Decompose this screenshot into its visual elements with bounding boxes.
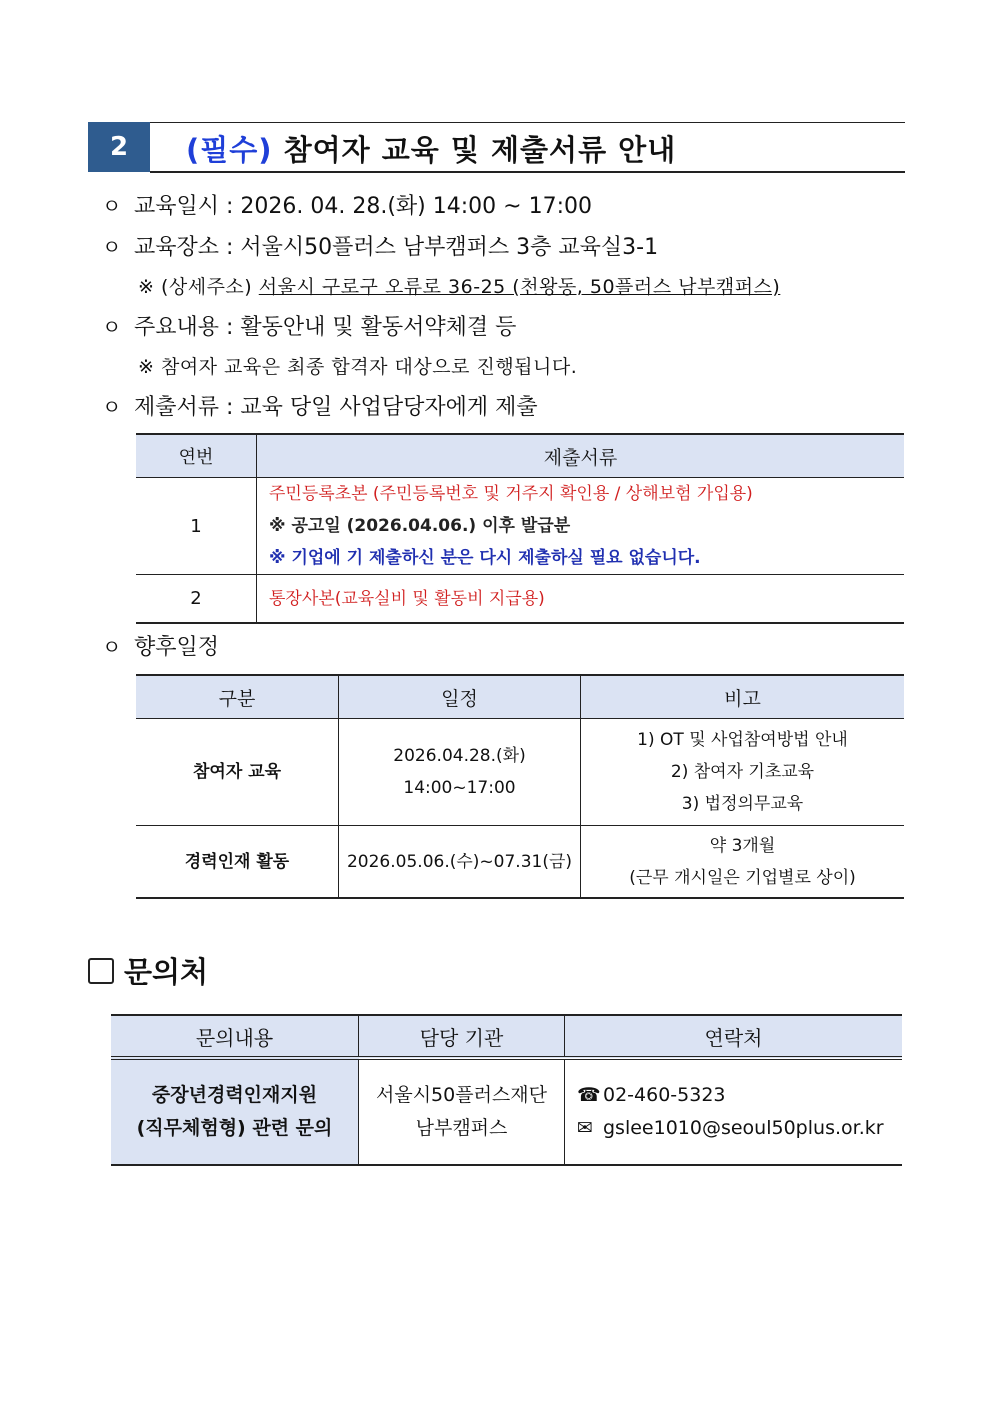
contact-email[interactable]: ✉ gslee1010@seoul50plus.or.kr bbox=[577, 1112, 902, 1145]
doc-resident-register: 주민등록초본 (주민등록번호 및 거주지 확인용 / 상해보험 가입용) bbox=[269, 484, 753, 504]
bullet-edu-datetime: ㅇ 교육일시 : 2026. 04. 28.(화) 14:00 ~ 17:00 bbox=[102, 189, 592, 220]
phone-icon: ☎ bbox=[577, 1084, 601, 1106]
table-header-row bbox=[111, 1015, 902, 1058]
row-type: 경력인재 활동 bbox=[136, 826, 339, 899]
documents-table bbox=[136, 433, 904, 624]
section-title-text: 참여자 교육 및 제출서류 안내 bbox=[283, 133, 677, 167]
doc-issue-date-note: ※ 공고일 (2026.04.06.) 이후 발급분 bbox=[269, 516, 571, 536]
bullet-documents: ㅇ 제출서류 : 교육 당일 사업담당자에게 제출 bbox=[102, 390, 538, 421]
section-number: 2 bbox=[88, 122, 150, 172]
bullet-marker: ㅇ bbox=[102, 194, 122, 218]
row-documents bbox=[257, 478, 905, 575]
row-no: 2 bbox=[136, 575, 257, 624]
col-header-note: 비고 bbox=[581, 675, 905, 719]
contact-topic: 중장년경력인재지원 (직무체험형) 관련 문의 bbox=[111, 1058, 359, 1165]
contact-phone[interactable]: ☎ 02-460-5323 bbox=[577, 1079, 902, 1112]
bullet-schedule: ㅇ 향후일정 bbox=[102, 630, 219, 661]
bullet-edu-place: ㅇ 교육장소 : 서울시50플러스 남부캠퍼스 3층 교육실3-1 bbox=[102, 230, 658, 261]
bullet-marker: ㅇ bbox=[102, 315, 122, 339]
bullet-marker: ㅇ bbox=[102, 395, 122, 419]
bullet-main-content: ㅇ 주요내용 : 활동안내 및 활동서약체결 등 bbox=[102, 310, 516, 341]
col-header-type: 구분 bbox=[136, 675, 339, 719]
address-note: ※ (상세주소) 서울시 구로구 오류로 36-25 (천왕동, 50플러스 남부캠퍼스) bbox=[138, 276, 781, 298]
row-note: 약 3개월 (근무 개시일은 기업별로 상이) bbox=[629, 835, 856, 888]
section-rule-bottom bbox=[150, 171, 905, 173]
col-header-org: 담당 기관 bbox=[359, 1015, 565, 1058]
col-header-contact: 연락처 bbox=[565, 1015, 903, 1058]
table-row bbox=[136, 478, 904, 575]
participants-note: ※ 참여자 교육은 최종 합격자 대상으로 진행됩니다. bbox=[138, 356, 578, 378]
table-header-row bbox=[136, 675, 904, 719]
table-row bbox=[136, 719, 904, 826]
row-type: 참여자 교육 bbox=[136, 719, 339, 826]
row-no: 1 bbox=[136, 478, 257, 575]
col-header-date: 일정 bbox=[339, 675, 581, 719]
section-title bbox=[186, 128, 676, 169]
bullet-marker: ㅇ bbox=[102, 235, 122, 259]
mail-icon: ✉ bbox=[577, 1117, 593, 1139]
table-row bbox=[136, 826, 904, 899]
col-header-topic: 문의내용 bbox=[111, 1015, 359, 1058]
table-row bbox=[136, 575, 904, 624]
schedule-table bbox=[136, 674, 904, 899]
contact-title: 문의처 bbox=[124, 955, 209, 989]
doc-already-submitted-note: ※ 기업에 기 제출하신 분은 다시 제출하실 필요 없습니다. bbox=[269, 548, 701, 568]
section-title-required: (필수) bbox=[186, 133, 273, 167]
section-rule-top bbox=[150, 122, 905, 123]
col-header-no: 연번 bbox=[136, 434, 257, 478]
table-row bbox=[111, 1058, 902, 1165]
table-header-row bbox=[136, 434, 904, 478]
row-documents bbox=[257, 575, 905, 624]
row-date: 2026.04.28.(화) 14:00~17:00 bbox=[339, 719, 581, 826]
col-header-documents: 제출서류 bbox=[257, 434, 905, 478]
bullet-marker: ㅇ bbox=[102, 635, 122, 659]
checkbox-square-icon bbox=[88, 958, 114, 984]
row-note: 1) OT 및 사업참여방법 안내 2) 참여자 기초교육 3) 법정의무교육 bbox=[581, 719, 905, 826]
address-link[interactable]: 서울시 구로구 오류로 36-25 (천왕동, 50플러스 남부캠퍼스) bbox=[258, 276, 781, 298]
contact-info bbox=[565, 1058, 903, 1165]
contact-table bbox=[111, 1014, 902, 1166]
row-date: 2026.05.06.(수)~07.31(금) bbox=[339, 826, 581, 899]
contact-org: 서울시50플러스재단 남부캠퍼스 bbox=[359, 1058, 565, 1165]
doc-bankbook: 통장사본(교육실비 및 활동비 지급용) bbox=[269, 588, 545, 609]
